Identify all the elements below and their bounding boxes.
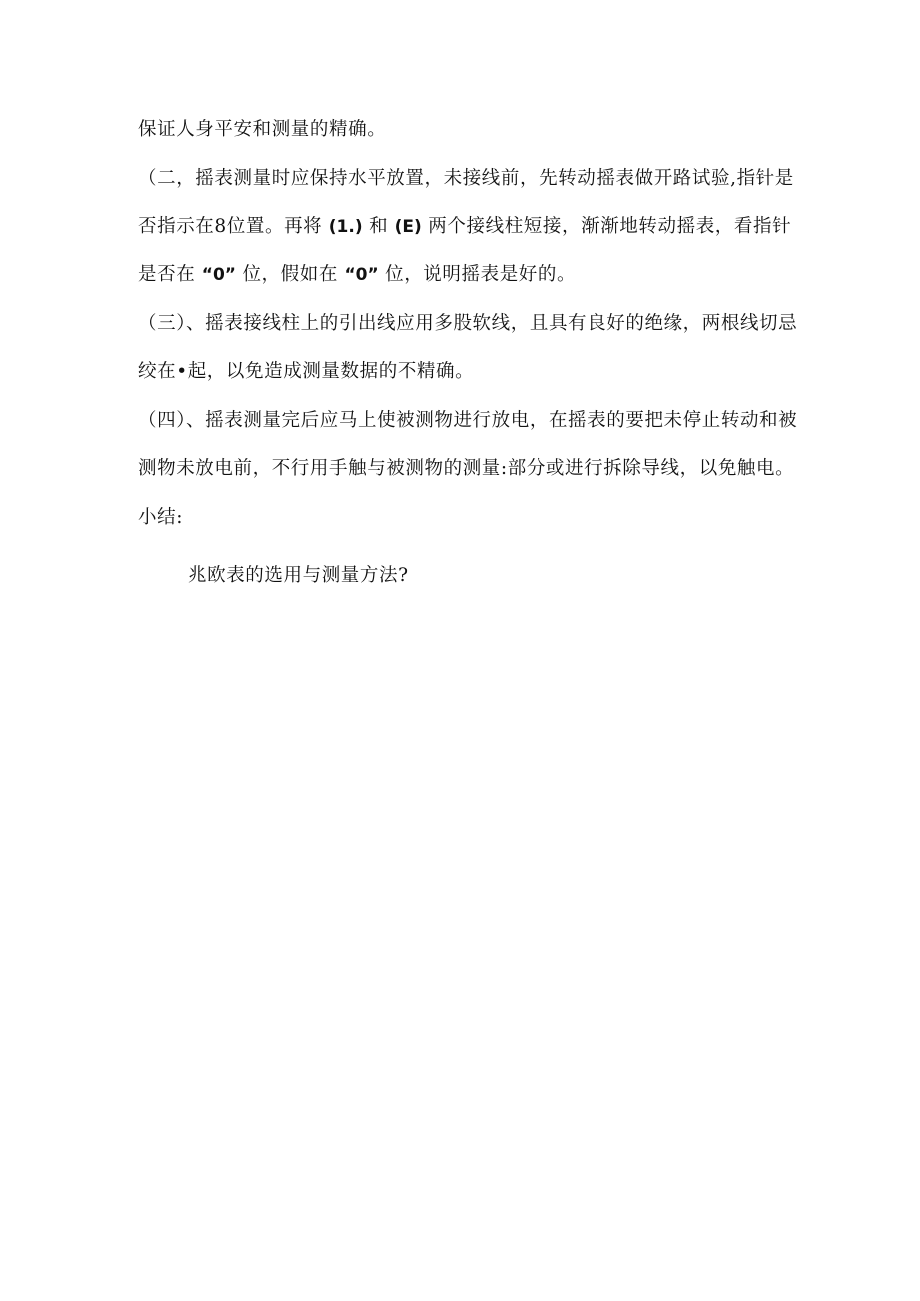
paragraph-line: 绞在•起，以免造成测量数据的不精确。 <box>138 361 475 382</box>
zero-position-label: “0” <box>201 265 236 285</box>
text-run: 和 <box>362 216 395 237</box>
paragraph-line: 测物未放电前，不行用手触与被测物的测量:部分或进行拆除导线，以免触电。 <box>138 458 795 479</box>
text-run: 否指示在8位置。再将 <box>138 216 329 237</box>
text-run: 是否在 <box>138 264 202 285</box>
summary-question: 兆欧表的选用与测量方法? <box>188 565 409 586</box>
zero-position-label: “0” <box>344 265 379 285</box>
paragraph-line: 保证人身平安和测量的精确。 <box>138 119 387 140</box>
text-run: 位，假如在 <box>235 264 345 285</box>
terminal-label-l: (1.) <box>328 217 363 237</box>
paragraph-line: （二，摇表测量时应保持水平放置，未接线前，先转动摇表做开路试验,指针是 <box>138 168 794 189</box>
text-run: 两个接线柱短接，渐渐地转动摇表，看指针 <box>421 216 792 237</box>
paragraph-line <box>138 215 792 239</box>
terminal-label-e: (E) <box>394 217 422 237</box>
paragraph-line: （三）、摇表接线柱上的引出线应用多股软线，且具有良好的绝缘，两根线切忌 <box>138 313 798 334</box>
text-run: 位，说明摇表是好的。 <box>378 264 577 285</box>
paragraph-line <box>138 263 788 287</box>
summary-heading: 小结: <box>138 507 184 528</box>
paragraph-line: （四）、摇表测量完后应马上使被测物进行放电，在摇表的要把未停止转动和被 <box>138 410 798 431</box>
